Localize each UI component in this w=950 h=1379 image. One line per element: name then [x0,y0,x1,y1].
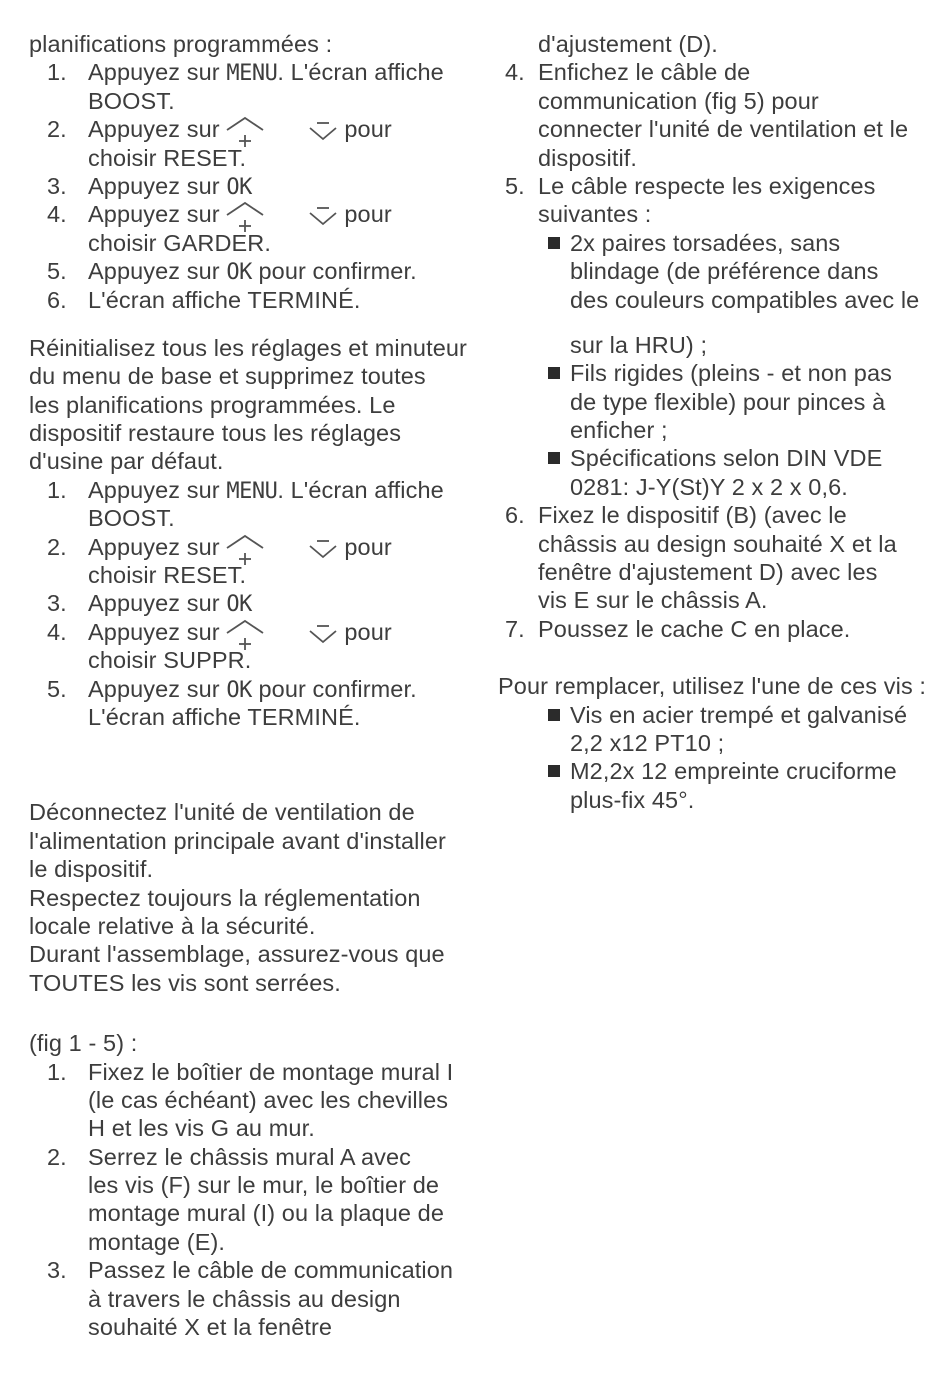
item-number-text: 4. [47,201,67,228]
text-line [570,701,907,729]
item-number-text: 4. [47,618,67,645]
text-line [538,58,908,86]
text-line [88,87,444,115]
list-item [47,257,481,285]
text-run: connecter l'unité de ventilation et le [538,116,909,143]
list-item [47,200,481,257]
text-run: (fig 1 - 5) : [29,1030,138,1057]
text-run: suivantes : [538,201,652,228]
item-text [88,533,392,590]
item-number [47,589,88,617]
text-line [570,444,882,472]
text-run: 2,2 x12 PT10 ; [570,729,725,756]
item-text [88,1058,453,1143]
text-run: Appuyez sur [88,618,220,645]
text-run: Poussez le cache C en place. [538,615,851,642]
item-number [505,58,538,86]
item-number-text: 2. [47,533,67,560]
text-line [88,1313,453,1341]
right-column [498,30,950,814]
item-number-text: 1. [47,476,67,503]
text-run: planifications programmées : [29,31,333,57]
list-item [548,359,950,444]
text-run: Déconnectez l'unité de ventilation de [29,799,415,826]
up-arrow-plus-icon [220,200,264,228]
text-line [29,884,481,912]
text-line [29,1029,481,1057]
text-line [570,359,892,387]
text-line [29,30,481,58]
text-line [538,615,850,643]
text-line [88,533,392,561]
text-line [88,504,444,532]
menu-keycap: MENU [226,61,278,87]
item-number [47,257,88,285]
down-arrow-minus-icon [308,200,338,228]
ok-keycap: OK [226,592,252,618]
text-line [538,144,908,172]
list-item [548,444,950,501]
text-line [538,115,908,143]
list-item [548,229,950,360]
item-number-text: 6. [47,286,67,313]
text-run: Appuyez sur [88,476,227,503]
text-run: fenêtre d'ajustement D) avec les [538,559,878,586]
text-line [88,200,392,228]
text-run: sur la HRU) ; [570,331,708,358]
item-text [88,115,392,172]
paragraph [29,798,481,997]
text-run: pour confirmer. [251,258,417,285]
list-item [47,1143,481,1257]
item-text [88,618,392,675]
text-run: Appuyez sur [88,59,227,86]
item-number [47,618,88,646]
paragraph [29,1029,481,1057]
spacer [264,639,308,640]
text-run: (le cas échéant) avec les chevilles [88,1086,449,1113]
text-line [88,1171,444,1199]
text-run: le dispositif. [29,856,154,883]
item-number-text [505,30,538,58]
item-number-text: 1. [47,59,67,86]
item-number-text: 5. [47,675,67,702]
text-line [570,286,919,314]
text-line [29,419,481,447]
item-text [538,615,850,643]
bullet-square-icon [548,709,560,721]
text-line [570,786,897,814]
ok-keycap: OK [226,174,252,200]
text-run: les planifications programmées. Le [29,391,396,418]
item-text [570,444,882,501]
item-text [88,200,392,257]
text-run: Respectez toujours la réglementation [29,884,421,911]
list-item [505,172,950,229]
text-line [29,798,481,826]
item-number-text: 3. [47,1257,67,1284]
bullet-square-icon [548,452,560,464]
item-number-text: 2. [47,1143,67,1170]
paragraph [29,30,481,58]
item-number [47,1058,88,1086]
text-run: Passez le câble de communication [88,1257,454,1284]
text-line [498,672,950,700]
item-number-text: 1. [47,1058,67,1085]
text-run: . L'écran affiche [277,476,444,503]
text-line [538,558,897,586]
text-run: pour [337,618,392,645]
item-number [47,675,88,703]
list-item [47,533,481,590]
text-run: de type flexible) pour pinces à [570,388,886,415]
text-run: 2x paires torsadées, sans [570,229,841,256]
item-text [570,229,919,360]
text-line [29,969,481,997]
item-text [88,589,252,617]
left-column [29,30,481,1341]
bullet-icon [548,229,570,249]
up-arrow-plus-icon [220,533,264,561]
text-line [570,257,919,285]
text-run: BOOST. [88,505,175,532]
text-line [29,362,481,390]
item-number [47,286,88,314]
text-line [538,501,897,529]
item-text [88,675,417,732]
text-line [29,447,481,475]
text-run: d'usine par défaut. [29,448,224,475]
text-run: Réinitialisez tous les réglages et minuteur [29,334,467,361]
text-run: à travers le châssis au design [88,1285,401,1312]
text-line [88,561,392,589]
text-line [88,144,392,172]
item-text [88,257,417,285]
item-number-text: 7. [505,615,525,642]
text-run: souhaité X et la fenêtre [88,1314,333,1341]
text-line [88,1114,453,1142]
text-run: pour [337,533,392,560]
text-line [88,618,392,646]
text-run: les vis (F) sur le mur, le boîtier de [88,1172,440,1199]
item-number-text: 2. [47,116,67,143]
text-run: Appuyez sur [88,201,220,228]
text-run: M2,2x 12 empreinte cruciforme [570,758,897,785]
text-run: Appuyez sur [88,675,227,702]
item-number [47,115,88,143]
bullet-icon [548,444,570,464]
bullet-square-icon [548,237,560,249]
text-run: d'ajustement (D). [538,31,718,57]
bullet-icon [548,757,570,777]
list-item [47,589,481,617]
item-number-text: 6. [505,502,525,529]
item-number-text: 5. [505,172,525,199]
text-run: pour [337,116,392,143]
ok-keycap: OK [226,260,252,286]
text-run: montage mural (I) ou la plaque de [88,1200,445,1227]
item-text [538,30,718,58]
text-line [88,476,444,504]
item-number [47,172,88,200]
bullet-icon [548,359,570,379]
text-run: pour [337,201,392,228]
text-run: Fixez le dispositif (B) (avec le [538,502,847,529]
text-run: TOUTES les vis sont serrées. [29,969,341,996]
list-item [47,675,481,732]
list [47,1058,481,1342]
text-line [570,331,919,359]
list-item [47,172,481,200]
item-text [570,359,892,444]
down-arrow-minus-icon [308,533,338,561]
list-item [47,618,481,675]
text-line [29,940,481,968]
text-line [88,1285,453,1313]
item-number [505,501,538,529]
text-line [88,229,392,257]
item-number [47,476,88,504]
text-line [538,530,897,558]
list-item [47,286,481,314]
list [505,701,950,815]
item-number [47,58,88,86]
text-line [88,1256,453,1284]
text-run: dispositif. [538,144,638,171]
menu-keycap: MENU [226,478,278,504]
text-run: Fils rigides (pleins - et non pas [570,360,892,387]
text-line [29,912,481,940]
item-number [47,533,88,561]
text-line [570,473,882,501]
text-line [29,855,481,883]
text-run: Appuyez sur [88,533,220,560]
text-line [538,30,718,58]
up-arrow-plus-icon [220,618,264,646]
list-item [47,1256,481,1341]
bullet-square-icon [548,367,560,379]
text-run: Serrez le châssis mural A avec [88,1143,411,1170]
item-number-placeholder [505,30,538,58]
paragraph [29,334,481,476]
item-text [88,172,252,200]
text-line [88,703,417,731]
text-line [29,827,481,855]
text-line [88,286,360,314]
text-run: Vis en acier trempé et galvanisé [570,701,908,728]
list-item [47,58,481,115]
text-line [29,391,481,419]
text-run: H et les vis G au mur. [88,1115,315,1142]
text-run: Appuyez sur [88,258,227,285]
text-run: BOOST. [88,87,175,114]
text-run: Appuyez sur [88,590,227,617]
item-text [88,1143,444,1257]
item-number [47,1256,88,1284]
bullet-square-icon [548,765,560,777]
item-text [538,58,908,172]
text-line [570,729,907,757]
text-run: dispositif restaure tous les réglages [29,420,402,447]
text-line [29,334,481,362]
text-line [88,675,417,703]
item-text [88,1256,453,1341]
text-run: pour confirmer. [251,675,417,702]
paragraph [498,672,950,700]
text-line [538,200,876,228]
text-line [88,1228,444,1256]
down-arrow-minus-icon [308,115,338,143]
text-run: des couleurs compatibles avec le [570,286,920,313]
down-arrow-minus-icon [308,618,338,646]
text-line [88,257,417,285]
text-run: Le câble respecte les exigences [538,172,876,199]
item-number-text: 4. [505,59,525,86]
text-line [538,87,908,115]
text-run: l'alimentation principale avant d'installer [29,827,446,854]
text-run: du menu de base et supprimez toutes [29,363,426,390]
item-number [47,200,88,228]
item-number-text: 5. [47,258,67,285]
text-line [88,115,392,143]
list-item [47,476,481,533]
list-item [548,701,950,758]
spacer [264,136,308,137]
text-run: Pour remplacer, utilisez l'une de ces vis : [498,673,927,700]
item-text [570,757,897,814]
list-item [505,615,950,643]
list-item [47,1058,481,1143]
bullet-icon [548,701,570,721]
item-text [88,476,444,533]
text-run: Durant l'assemblage, assurez-vous que [29,941,445,968]
text-line [88,1086,453,1114]
text-run: Appuyez sur [88,116,220,143]
text-line [88,1199,444,1227]
text-run: choisir RESET. [88,562,247,589]
text-line [570,757,897,785]
item-number [505,615,538,643]
text-run: Fixez le boîtier de montage mural I [88,1058,454,1085]
item-number [505,172,538,200]
text-line [88,646,392,674]
text-run: choisir SUPPR. [88,647,252,674]
list-item [548,757,950,814]
item-text [88,58,444,115]
text-run: communication (fig 5) pour [538,87,819,114]
text-line [88,589,252,617]
list [47,476,481,732]
text-run: choisir GARDER. [88,229,272,256]
text-line [88,172,252,200]
text-line [88,1143,444,1171]
text-run: blindage (de préférence dans [570,258,879,285]
spacer [264,221,308,222]
text-line [88,58,444,86]
text-run: châssis au design souhaité X et la [538,530,897,557]
text-run: . L'écran affiche [277,59,444,86]
text-run: L'écran affiche TERMINÉ. [88,703,361,730]
item-text [538,501,897,615]
item-number-text: 3. [47,172,67,199]
text-line [570,416,892,444]
text-run: enficher ; [570,417,668,444]
item-number [47,1143,88,1171]
text-run: Enfichez le câble de [538,59,751,86]
item-text [538,172,876,229]
list-item [47,115,481,172]
text-run: plus-fix 45°. [570,786,695,813]
list-item [505,58,950,172]
text-line [570,229,919,257]
text-run: choisir RESET. [88,144,247,171]
list-item [505,30,950,58]
text-line [570,388,892,416]
spacer [264,554,308,555]
text-line [88,1058,453,1086]
list [47,58,481,314]
text-run: Spécifications selon DIN VDE [570,445,883,472]
item-text [88,286,360,314]
list [505,30,950,643]
up-arrow-plus-icon [220,115,264,143]
ok-keycap: OK [226,677,252,703]
text-line [538,586,897,614]
item-text [570,701,907,758]
text-run: montage (E). [88,1228,226,1255]
text-run: L'écran affiche TERMINÉ. [88,286,361,313]
text-run: 0281: J-Y(St)Y 2 x 2 x 0,6. [570,473,848,500]
list-item [505,501,950,615]
text-run: vis E sur le châssis A. [538,587,768,614]
text-run: locale relative à la sécurité. [29,912,316,939]
item-number-text: 3. [47,590,67,617]
text-line [538,172,876,200]
text-run: Appuyez sur [88,172,227,199]
